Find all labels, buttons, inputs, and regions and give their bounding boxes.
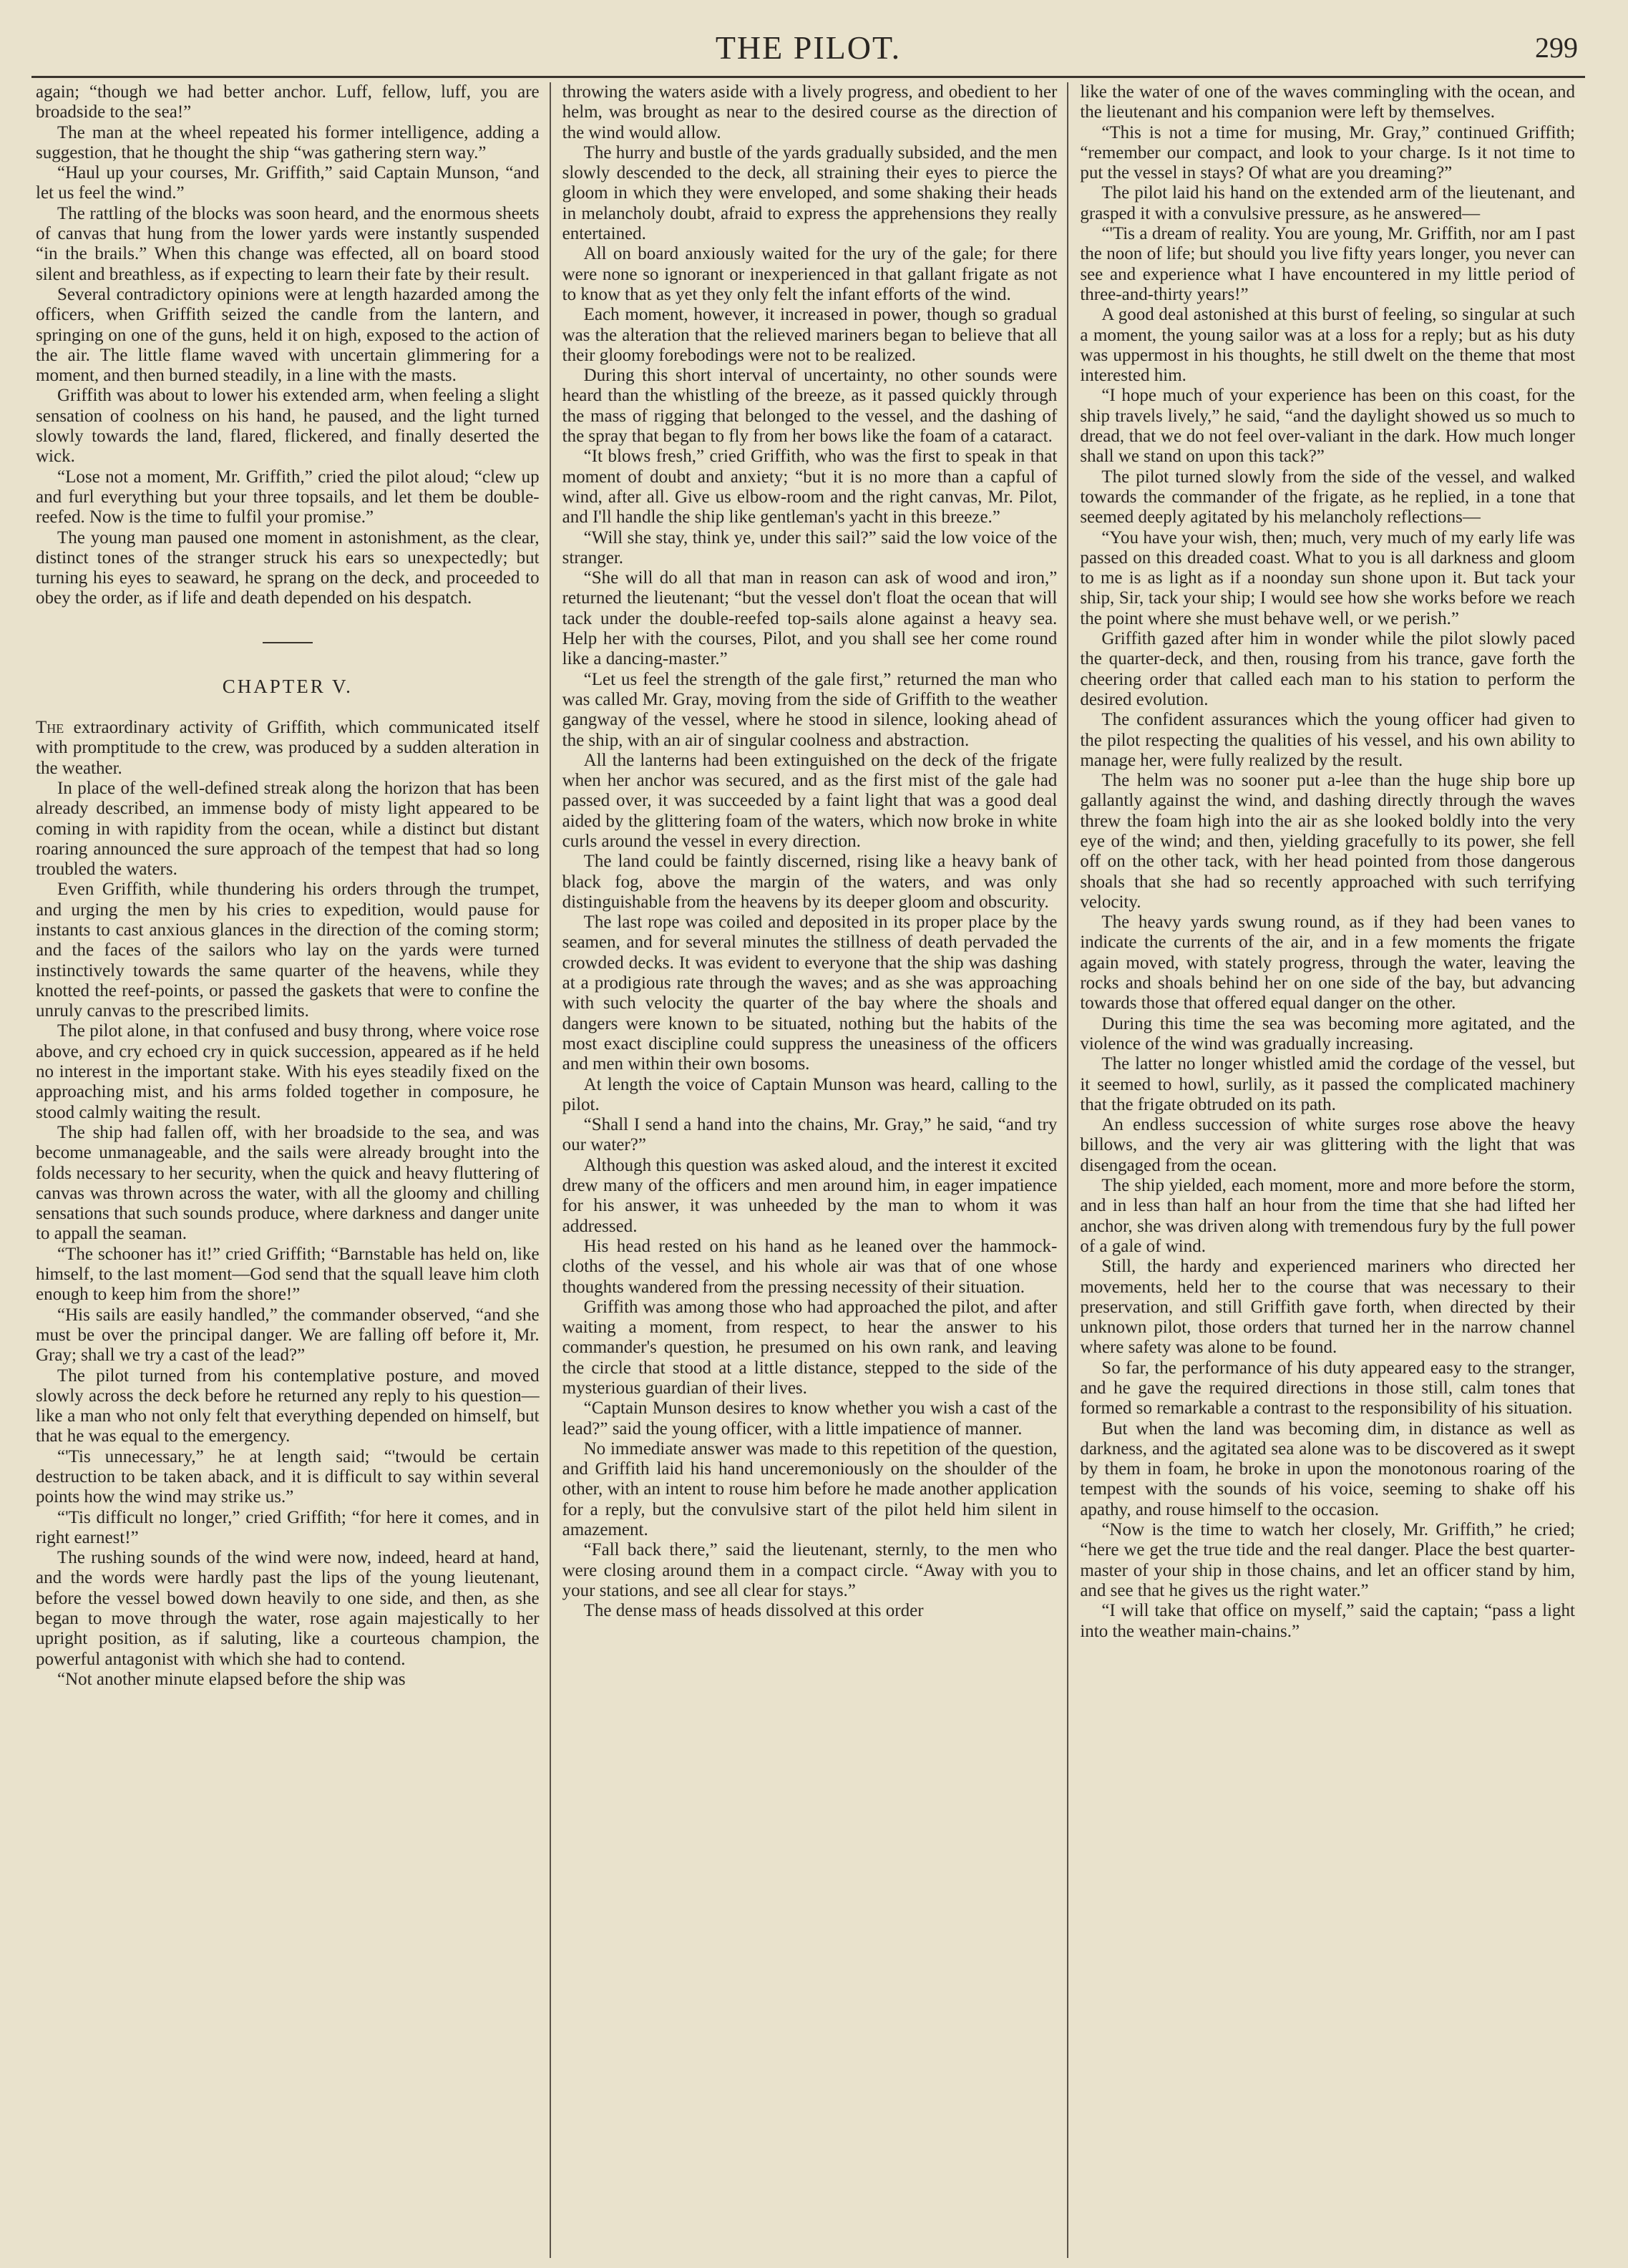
- paragraph: But when the land was becoming dim, in distance as well as darkness, and the agitated sea alone was to be discovered as it swept by them in foam, he broke in upon the monotonous roaring of the tempest with the sounds of his voice, seeming to shake off his apathy, and rouse himself to the occasion.: [1080, 1418, 1575, 1519]
- chapter-heading: CHAPTER V.: [222, 675, 353, 697]
- paragraph: “Lose not a moment, Mr. Griffith,” cried the pilot aloud; “clew up and furl everything but your three topsails, and let them be double-reefed. Now is the time to fulfil your promise.”: [36, 467, 540, 527]
- paragraph: The pilot alone, in that confused and busy throng, where voice rose above, and cry echoed cry in quick succession, appeared as if he held no interest in the important stake. With his eyes steadily fixed on the approaching mist, and his arms folded together in composure, he stood calmly waiting the result.: [36, 1021, 540, 1122]
- paragraph: like the water of one of the waves commingling with the ocean, and the lieutenant and his companion were left by themselves.: [1080, 82, 1575, 122]
- paragraph: throwing the waters aside with a lively progress, and obedient to her helm, was brought as near to the desired course as the direction of the wind would allow.: [562, 82, 1058, 142]
- chapter-opening-paragraph: [36, 718, 540, 779]
- paragraph: At length the voice of Captain Munson was heard, calling to the pilot.: [562, 1074, 1058, 1114]
- paragraph: “This is not a time for musing, Mr. Gray,” continued Griffith; “remember our compact, and look to your charge. Is it not time to put the vessel in stays? Of what are you dreaming?”: [1080, 122, 1575, 183]
- paragraph: So far, the performance of his duty appeared easy to the stranger, and he gave the required directions in those still, calm tones that formed so remarkable a contrast to the responsibility of his situation.: [1080, 1358, 1575, 1418]
- paragraph: The last rope was coiled and deposited in its proper place by the seamen, and for several minutes the stillness of death pervaded the crowded decks. It was evident to everyone that the ship was dashing at a prodigious rate through the waves; and as she was approaching with such velocity the quarter of the bay where the shoals and dangers were known to be situated, nothing but the habits of the most exact discipline could suppress the uneasiness of the officers and men within their own bosoms.: [562, 912, 1058, 1074]
- paragraph: “Now is the time to watch her closely, Mr. Griffith,” he cried; “here we get the true tide and the real danger. Place the best quarter-master of your ship in those chains, and let an officer stand by him, and see that he gives us the right water.”: [1080, 1520, 1575, 1600]
- paragraph: “You have your wish, then; much, very much of my early life was passed on this dreaded coast. What to you is all darkness and gloom to me is as light as if a noonday sun shone upon it. But tack your ship, Sir, tack your ship; I would see how she works before we reach the point where she must behave well, or we perish.”: [1080, 527, 1575, 628]
- paragraph: During this time the sea was becoming more agitated, and the violence of the wind was gradually increasing.: [1080, 1013, 1575, 1053]
- paragraph: Each moment, however, it increased in power, though so gradual was the alteration that the relieved mariners began to believe that all their gloomy forebodings were not to be realized.: [562, 305, 1058, 365]
- paragraph: No immediate answer was made to this repetition of the question, and Griffith laid his hand unceremoniously on the shoulder of the other, with an intent to rouse him before he made another application for a reply, but the convulsive start of the pilot held him silent in amazement.: [562, 1439, 1058, 1540]
- paragraph: “Let us feel the strength of the gale first,” returned the man who was called Mr. Gray, moving from the side of Griffith to the weather gangway of the vessel, where he stood in silence, looking ahead of the ship, with an air of singular coolness and abstraction.: [562, 669, 1058, 750]
- paragraph: “Will she stay, think ye, under this sail?” said the low voice of the stranger.: [562, 527, 1058, 568]
- paragraph: Even Griffith, while thundering his orders through the trumpet, and urging the men by his cries to expedition, would pause for instants to cast anxious glances in the direction of the coming storm; and the faces of the sailors who lay on the yards were turned instinctively towards the same quarter of the heavens, while they knotted the reef-points, or passed the gaskets that were to confine the unruly canvas to the prescribed limits.: [36, 880, 540, 1021]
- paragraph: “Fall back there,” said the lieutenant, sternly, to the men who were closing around them in a compact circle. “Away with you to your stations, and see all clear for stays.”: [562, 1540, 1058, 1600]
- paragraph: The pilot turned from his contemplative posture, and moved slowly across the deck before he returned any reply to his question—like a man who not only felt that everything depended on himself, but that he was equal to the emergency.: [36, 1366, 540, 1446]
- paragraph: “She will do all that man in reason can ask of wood and iron,” returned the lieutenant; “but the vessel don't float the ocean that will tack under the double-reefed top-sails alone against a heavy sea. Help her with the courses, Pilot, and you shall see her come round like a dancing-master.”: [562, 568, 1058, 669]
- paragraph: The rushing sounds of the wind were now, indeed, heard at hand, and the words were hardly past the lips of the young lieutenant, before the vessel bowed down heavily to one side, and then, as she began to move through the water, rose again majestically to her upright position, as if saluting, like a courteous champion, the powerful antagonist with which she had to contend.: [36, 1548, 540, 1669]
- paragraph: Griffith was among those who had approached the pilot, and after waiting a moment, from respect, to hear the answer to his commander's question, he presumed on his own rank, and leaving the circle that stood at a little distance, stepped to the side of the mysterious guardian of their lives.: [562, 1297, 1058, 1398]
- paragraph: The ship yielded, each moment, more and more before the storm, and in less than half an hour from the time that she had lifted her anchor, she was driven along with tremendous fury by the full power of a gale of wind.: [1080, 1176, 1575, 1256]
- paragraph: The man at the wheel repeated his former intelligence, adding a suggestion, that he thought the ship “was gathering stern way.”: [36, 122, 540, 162]
- paragraph: “Haul up your courses, Mr. Griffith,” said Captain Munson, “and let us feel the wind.”: [36, 163, 540, 203]
- column-1: [31, 82, 550, 2258]
- opening-word: The: [36, 718, 64, 738]
- paragraph: The rattling of the blocks was soon heard, and the enormous sheets of canvas that hung from the lower yards were instantly suspended “in the brails.” When this change was effected, all on board stood silent and breathless, as if expecting to learn their fate by their result.: [36, 203, 540, 284]
- paragraph: All the lanterns had been extinguished on the deck of the frigate when her anchor was secured, and as the first mist of the gale had passed over, it was succeeded by a faint light that was a good deal aided by the glittering foam of the waters, which now broke in white curls around the vessel in every direction.: [562, 750, 1058, 851]
- paragraph: “'Tis unnecessary,” he at length said; “'twould be certain destruction to be taken aback, and it is difficult to say within several points how the wind may strike us.”: [36, 1446, 540, 1507]
- paragraph: Several contradictory opinions were at length hazarded among the officers, when Griffith seized the candle from the lantern, and springing on one of the guns, held it on high, exposed to the action of the air. The little flame waved with uncertain glimmering for a moment, and then burned steadily, in a line with the masts.: [36, 284, 540, 386]
- section-divider: [263, 642, 313, 643]
- running-title: THE PILOT.: [715, 29, 902, 66]
- paragraph: All on board anxiously waited for the ury of the gale; for there were none so ignorant or inexperienced in that gallant frigate as not to know that as yet they only felt the infant efforts of the wind.: [562, 244, 1058, 304]
- column-3: [1067, 82, 1585, 2258]
- paragraph: “Captain Munson desires to know whether you wish a cast of the lead?” said the young officer, with a little impatience of manner.: [562, 1398, 1058, 1439]
- text-columns: [31, 82, 1585, 2258]
- paragraph: “I hope much of your experience has been on this coast, for the ship travels lively,” he said, “and the daylight showed us so much to dread, that we do not feel over-valiant in the dark. How much longer shall we stand on upon this tack?”: [1080, 386, 1575, 467]
- paragraph: Still, the hardy and experienced mariners who directed her movements, held her to the course that was necessary to their preservation, and still Griffith gave forth, when directed by their unknown pilot, those orders that turned her in the narrow channel where safety was alone to be found.: [1080, 1257, 1575, 1358]
- paragraph: A good deal astonished at this burst of feeling, so singular at such a moment, the young sailor was at a loss for a reply; but as his duty was uppermost in his thoughts, he still dwelt on the theme that most interested him.: [1080, 305, 1575, 386]
- paragraph: “It blows fresh,” cried Griffith, who was the first to speak in that moment of doubt and anxiety; “but it is no more than a capful of wind, after all. Give us elbow-room and the right canvas, Mr. Pilot, and I'll handle the ship like gentleman's yacht in this breeze.”: [562, 447, 1058, 527]
- paragraph: Griffith was about to lower his extended arm, when feeling a slight sensation of coolness on his hand, he paused, and the light turned slowly towards the land, flared, flickered, and finally deserted the wick.: [36, 386, 540, 467]
- paragraph: “'Tis difficult no longer,” cried Griffith; “for here it comes, and in right earnest!”: [36, 1507, 540, 1547]
- paragraph: The helm was no sooner put a-lee than the huge ship bore up gallantly against the wind, and dashing directly through the waves threw the foam high into the air as she looked boldly into the very eye of the wind; and then, yielding gracefully to its power, she fell off on the other tack, with her head pointed from those dangerous shoals that she had so recently approached with such terrifying velocity.: [1080, 771, 1575, 912]
- paragraph: “The schooner has it!” cried Griffith; “Barnstable has held on, like himself, to the last moment—God send that the squall leave him cloth enough to keep him from the shore!”: [36, 1244, 540, 1305]
- paragraph: During this short interval of uncertainty, no other sounds were heard than the whistling of the breeze, as it passed quickly through the mass of rigging that belonged to the vessel, and the dashing of the spray that began to fly from her bows like the foam of a cataract.: [562, 366, 1058, 447]
- paragraph: The hurry and bustle of the yards gradually subsided, and the men slowly descended to the deck, all straining their eyes to pierce the gloom in which they were enveloped, and some shaking their heads in melancholy doubt, afraid to express the apprehensions they really entertained.: [562, 142, 1058, 244]
- paragraph: The pilot turned slowly from the side of the vessel, and walked towards the commander of the frigate, as he replied, in a tone that seemed deeply agitated by his melancholy reflections—: [1080, 467, 1575, 527]
- paragraph: The heavy yards swung round, as if they had been vanes to indicate the currents of the air, and in a few moments the frigate again moved, with stately progress, through the water, leaving the rocks and shoals behind her on one side of the bay, but advancing towards those that offered equal danger on the other.: [1080, 912, 1575, 1013]
- running-header: [31, 27, 1585, 78]
- paragraph: Although this question was asked aloud, and the interest it excited drew many of the officers and men around him, in eager impatience for his answer, it was unheeded by the man to whom it was addressed.: [562, 1155, 1058, 1236]
- paragraph: In place of the well-defined streak along the horizon that has been already described, an immense body of misty light appeared to be coming in with rapidity from the ocean, while a distinct but distant roaring announced the sure approach of the tempest that had so long troubled the waters.: [36, 778, 540, 880]
- paragraph: His head rested on his hand as he leaned over the hammock-cloths of the vessel, and his whole air was that of one whose thoughts wandered from the pressing necessity of their situation.: [562, 1236, 1058, 1297]
- paragraph: The confident assurances which the young officer had given to the pilot respecting the qualities of his vessel, and his own ability to manage her, were fully realized by the result.: [1080, 710, 1575, 770]
- paragraph: “'Tis a dream of reality. You are young, Mr. Griffith, nor am I past the noon of life; but should you live fifty years longer, you never can see and experience what I have encountered in my little period of three-and-thirty years!”: [1080, 224, 1575, 304]
- paragraph: “Shall I send a hand into the chains, Mr. Gray,” he said, “and try our water?”: [562, 1115, 1058, 1155]
- paragraph: The young man paused one moment in astonishment, as the clear, distinct tones of the stranger struck his ears so unexpectedly; but turning his eyes to seaward, he sprang on the deck, and proceeded to obey the order, as if life and death depended on his despatch.: [36, 527, 540, 608]
- paragraph: The latter no longer whistled amid the cordage of the vessel, but it seemed to howl, surlily, as it passed the complicated machinery that the frigate obtruded on its path.: [1080, 1054, 1575, 1114]
- paragraph: “I will take that office on myself,” said the captain; “pass a light into the weather main-chains.”: [1080, 1601, 1575, 1641]
- paragraph: The land could be faintly discerned, rising like a heavy bank of black fog, above the margin of the waters, and was only distinguishable from the heavens by its deeper gloom and obscurity.: [562, 852, 1058, 912]
- page-number: 299: [1535, 31, 1578, 64]
- opening-text: extraordinary activity of Griffith, which communicated itself with promptitude to the crew, was produced by a sudden alteration in the weather.: [36, 718, 540, 778]
- paragraph: An endless succession of white surges rose above the heavy billows, and the very air was glittering with the light that was disengaged from the ocean.: [1080, 1115, 1575, 1175]
- paragraph: again; “though we had better anchor. Luff, fellow, luff, you are broadside to the sea!”: [36, 82, 540, 122]
- column-2: [550, 82, 1068, 2258]
- paragraph: The ship had fallen off, with her broadside to the sea, and was become unmanageable, and the sails were already brought into the folds necessary to her security, when the quick and heavy fluttering of canvas was thrown across the water, with all the gloomy and chilling sensations that such sounds produce, where darkness and danger unite to appall the seaman.: [36, 1122, 540, 1244]
- paragraph: “Not another minute elapsed before the ship was: [57, 1669, 406, 1689]
- paragraph: The pilot laid his hand on the extended arm of the lieutenant, and grasped it with a convulsive pressure, as he answered—: [1080, 183, 1575, 223]
- paragraph: Griffith gazed after him in wonder while the pilot slowly paced the quarter-deck, and then, rousing from his trance, gave forth the cheering order that called each man to his station to perform the desired evolution.: [1080, 629, 1575, 709]
- paragraph: The dense mass of heads dissolved at this order: [583, 1601, 924, 1621]
- paragraph: “His sails are easily handled,” the commander observed, “and she must be over the principal danger. We are falling off before it, Mr. Gray; shall we try a cast of the lead?”: [36, 1305, 540, 1366]
